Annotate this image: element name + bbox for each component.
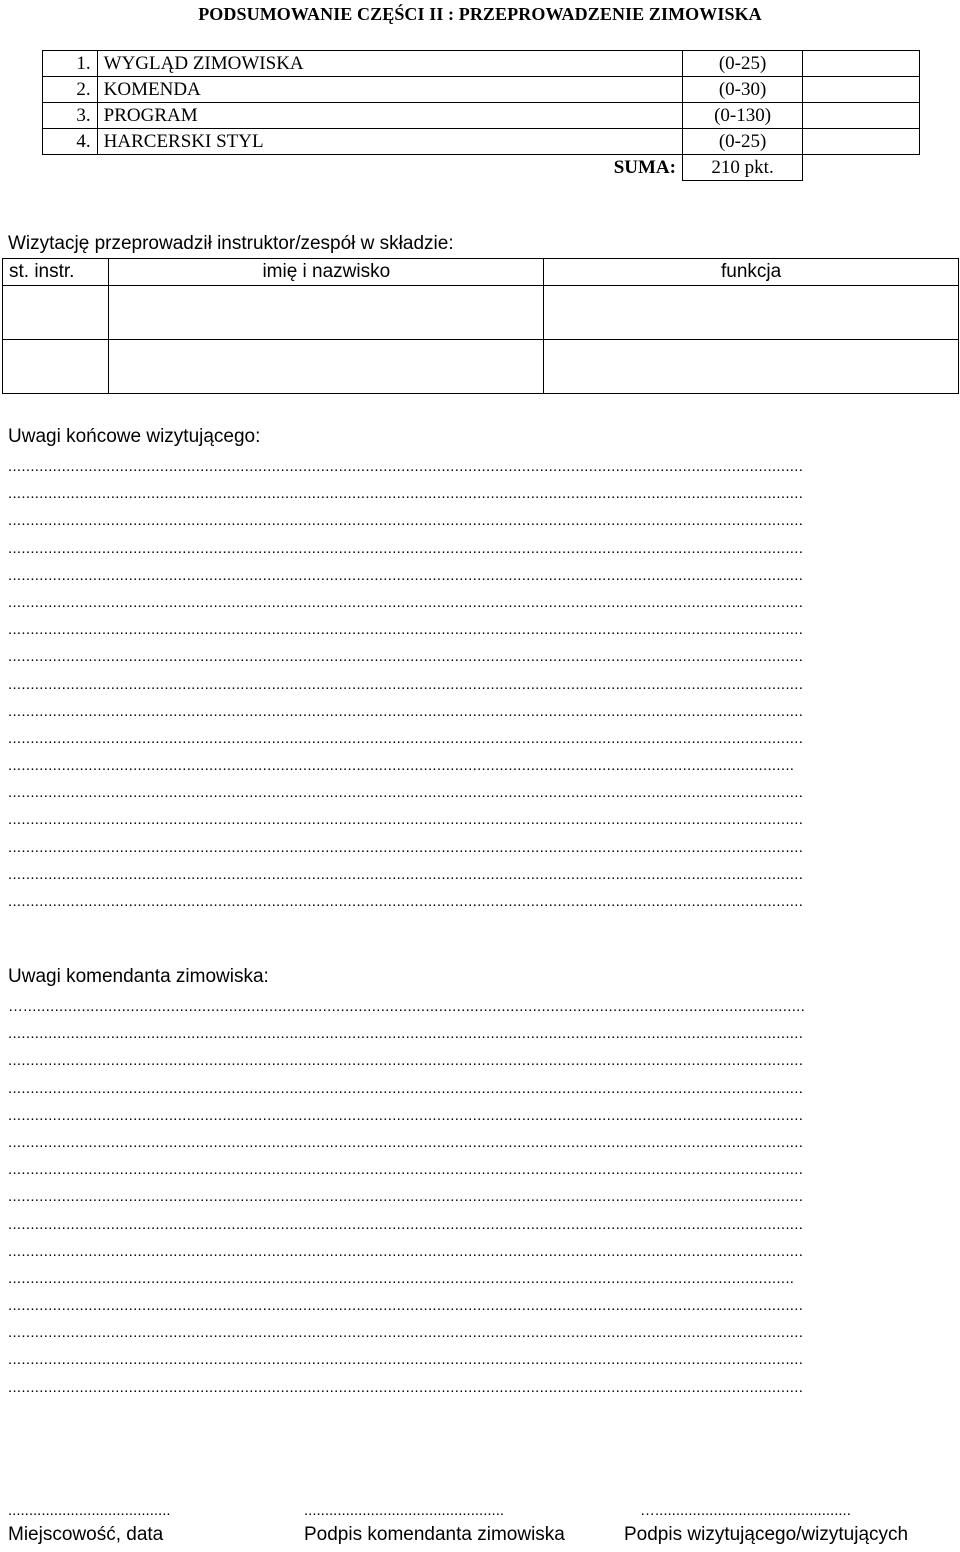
dotted-line: .................................................................................................................................................................................. <box>8 702 804 720</box>
signature-line-place-date[interactable]: ....................................... <box>8 1502 171 1519</box>
dotted-line: .................................................................................................................................................................................. <box>8 458 804 475</box>
dotted-line: .................................................................................................................................................................................. <box>8 838 804 856</box>
category-name: HARCERSKI STYL <box>97 129 682 155</box>
dotted-line: …............................................................................................................................................................................... <box>8 998 806 1015</box>
category-name: KOMENDA <box>97 77 682 103</box>
dotted-line: .................................................................................................................................................................................. <box>8 1133 804 1151</box>
score-row <box>43 103 920 129</box>
score-table <box>42 50 920 181</box>
dotted-line: .................................................................................................................................................................................. <box>8 566 804 584</box>
dotted-line: ................................................................................................................................................................................ <box>8 757 795 775</box>
dotted-line: .................................................................................................................................................................................. <box>8 1324 804 1342</box>
sum-value: 210 pkt. <box>682 155 802 181</box>
category-name: PROGRAM <box>97 103 682 129</box>
dotted-line: .................................................................................................................................................................................. <box>8 893 804 910</box>
inspector-row <box>3 340 959 394</box>
dotted-line: .................................................................................................................................................................................. <box>8 1106 804 1124</box>
dotted-line: .................................................................................................................................................................................. <box>8 1079 804 1097</box>
dotted-line: .................................................................................................................................................................................. <box>8 593 804 611</box>
name-cell[interactable] <box>109 340 544 394</box>
dotted-line: .................................................................................................................................................................................. <box>8 1052 804 1070</box>
inspectors-heading: Wizytację przeprowadził instruktor/zespół w składzie: <box>8 233 454 254</box>
rank-cell[interactable] <box>3 286 109 340</box>
signature-label-inspector: Podpis wizytującego/wizytujących <box>624 1524 909 1545</box>
sum-row <box>43 155 920 181</box>
inspectors-table <box>2 258 959 394</box>
commander-remarks-lines[interactable] <box>8 993 913 1401</box>
page-title: PODSUMOWANIE CZĘŚCI II : PRZEPROWADZENIE ZIMOWISKA <box>198 4 762 24</box>
function-cell[interactable] <box>544 286 959 340</box>
dotted-line: ................................................................................................................................................................................ <box>8 1269 795 1287</box>
dotted-line: .................................................................................................................................................................................. <box>8 648 804 666</box>
point-range: (0-25) <box>682 51 802 77</box>
dotted-line: .................................................................................................................................................................................. <box>8 865 804 883</box>
row-number: 2. <box>43 77 98 103</box>
dotted-line: .................................................................................................................................................................................. <box>8 729 804 747</box>
dotted-line: .................................................................................................................................................................................. <box>8 1242 804 1260</box>
function-cell[interactable] <box>544 340 959 394</box>
dotted-line: .................................................................................................................................................................................. <box>8 1378 804 1396</box>
score-cell[interactable] <box>803 51 920 77</box>
inspectors-header-row <box>3 259 959 286</box>
score-row <box>43 77 920 103</box>
score-cell[interactable] <box>803 77 920 103</box>
score-cell[interactable] <box>803 103 920 129</box>
sum-spacer <box>803 155 920 181</box>
signature-line-commander[interactable]: ................................................ <box>304 1502 505 1519</box>
dotted-line: .................................................................................................................................................................................. <box>8 1297 804 1315</box>
signature-label-commander: Podpis komendanta zimowiska <box>304 1524 565 1545</box>
sum-label: SUMA: <box>613 156 676 178</box>
signature-label-place-date: Miejscowość, data <box>8 1524 164 1545</box>
dotted-line: .................................................................................................................................................................................. <box>8 675 804 693</box>
dotted-line: .................................................................................................................................................................................. <box>8 1161 804 1179</box>
signature-line-inspector[interactable]: …............................................... <box>640 1502 851 1519</box>
inspector-remarks-heading: Uwagi końcowe wizytującego: <box>8 426 261 447</box>
row-number: 1. <box>43 51 98 77</box>
commander-remarks-heading: Uwagi komendanta zimowiska: <box>8 966 269 987</box>
score-row <box>43 129 920 155</box>
category-name: WYGLĄD ZIMOWISKA <box>97 51 682 77</box>
dotted-line: .................................................................................................................................................................................. <box>8 1188 804 1206</box>
dotted-line: .................................................................................................................................................................................. <box>8 512 804 530</box>
dotted-line: .................................................................................................................................................................................. <box>8 784 804 802</box>
dotted-line: .................................................................................................................................................................................. <box>8 811 804 829</box>
row-number: 3. <box>43 103 98 129</box>
dotted-line: .................................................................................................................................................................................. <box>8 1025 804 1043</box>
point-range: (0-25) <box>682 129 802 155</box>
rank-cell[interactable] <box>3 340 109 394</box>
inspector-remarks-lines[interactable] <box>8 453 913 915</box>
inspector-row <box>3 286 959 340</box>
dotted-line: .................................................................................................................................................................................. <box>8 539 804 557</box>
point-range: (0-130) <box>682 103 802 129</box>
dotted-line: .................................................................................................................................................................................. <box>8 621 804 639</box>
row-number: 4. <box>43 129 98 155</box>
score-cell[interactable] <box>803 129 920 155</box>
name-cell[interactable] <box>109 286 544 340</box>
score-row <box>43 51 920 77</box>
column-header-rank: st. instr. <box>3 259 109 286</box>
column-header-function: funkcja <box>544 259 959 286</box>
dotted-line: .................................................................................................................................................................................. <box>8 485 804 503</box>
dotted-line: .................................................................................................................................................................................. <box>8 1215 804 1233</box>
column-header-name: imię i nazwisko <box>109 259 544 286</box>
point-range: (0-30) <box>682 77 802 103</box>
dotted-line: .................................................................................................................................................................................. <box>8 1351 804 1369</box>
